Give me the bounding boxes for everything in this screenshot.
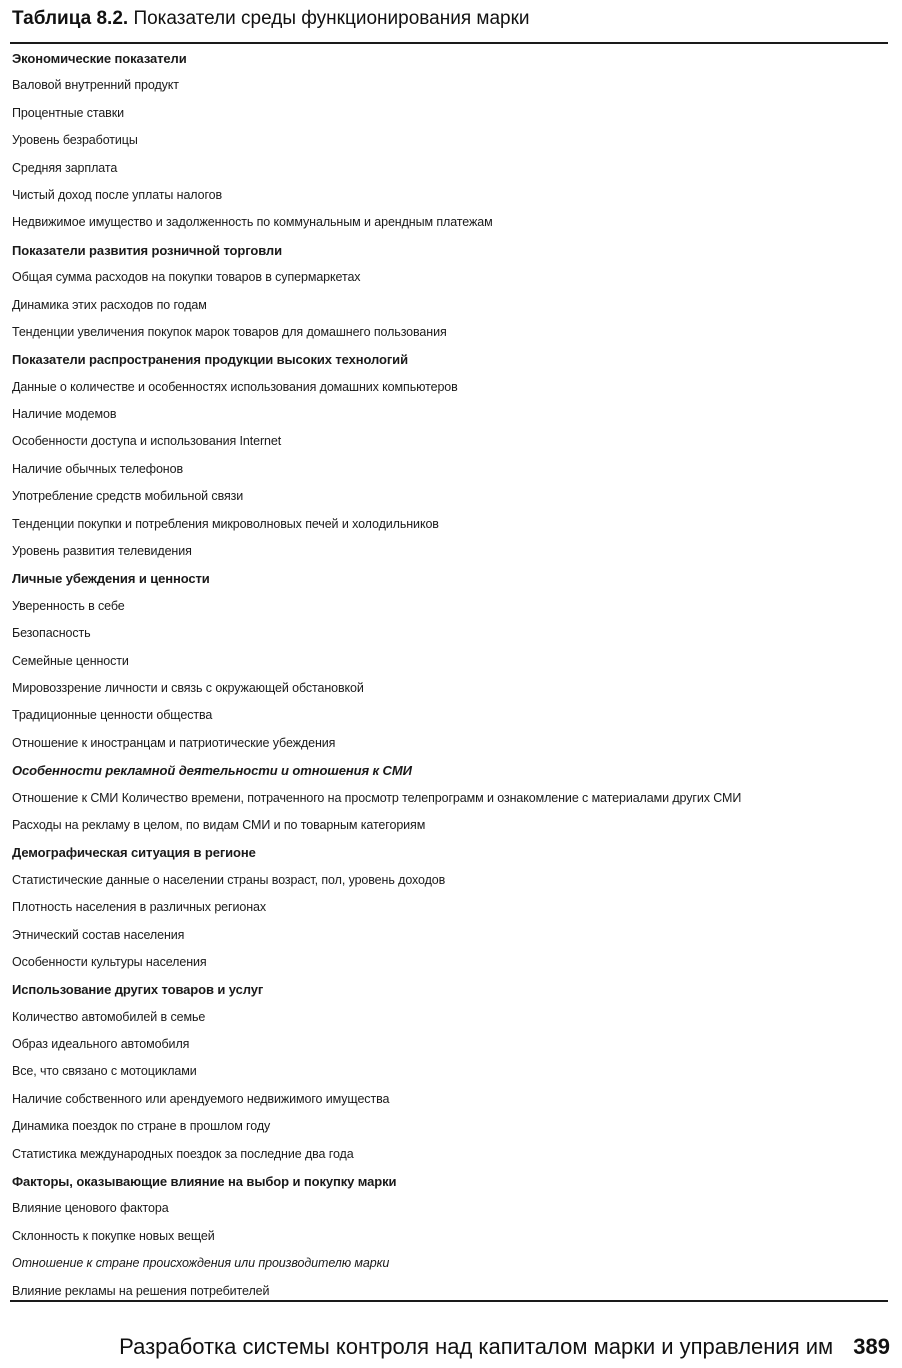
table-row: Процентные ставки (12, 105, 124, 120)
table-row: Наличие обычных телефонов (12, 461, 183, 476)
table-row: Расходы на рекламу в целом, по видам СМИ и по товарным категориям (12, 817, 426, 832)
table-row: Этнический состав населения (12, 927, 185, 942)
table-row: Плотность населения в различных регионах (12, 900, 267, 915)
page-number: 389 (853, 1334, 890, 1359)
table-row: Количество автомобилей в семье (12, 1009, 206, 1024)
table-row: Традиционные ценности общества (12, 708, 213, 723)
table-section-header: Личные убеждения и ценности (12, 571, 210, 587)
page-footer (119, 1332, 890, 1362)
table-title: Показатели среды функционирования марки (133, 8, 530, 29)
table-row: Отношение к СМИ Количество времени, потраченного на просмотр телепрограмм и ознакомление с материалами других СМИ (12, 790, 742, 805)
table-row: Динамика поездок по стране в прошлом году (12, 1119, 271, 1134)
table-section-header: Показатели развития розничной торговли (12, 242, 282, 258)
table-row: Данные о количестве и особенностях использования домашних компьютеров (12, 379, 458, 394)
table-row: Особенности культуры населения (12, 954, 207, 969)
table-section-header: Использование других товаров и услуг (12, 982, 264, 998)
table-caption (12, 6, 530, 32)
table-row: Отношение к иностранцам и патриотические убеждения (12, 735, 336, 750)
table-row: Наличие модемов (12, 407, 117, 422)
table-section-header: Экономические показатели (12, 51, 187, 66)
table-row: Безопасность (12, 626, 91, 641)
table-row: Статистика международных поездок за последние два года (12, 1146, 354, 1161)
table-row: Общая сумма расходов на покупки товаров в супермаркетах (12, 270, 361, 285)
table-row: Динамика этих расходов по годам (12, 297, 207, 312)
table-row: Уровень безработицы (12, 133, 138, 148)
table-top-rule (10, 42, 888, 44)
table-section-header: Особенности рекламной деятельности и отношения к СМИ (12, 763, 412, 779)
table-bottom-rule (10, 1300, 888, 1302)
table-row: Употребление средств мобильной связи (12, 489, 244, 504)
table-row: Семейные ценности (12, 653, 129, 668)
table-row: Влияние ценового фактора (12, 1201, 169, 1216)
table-row: Наличие собственного или арендуемого недвижимого имущества (12, 1091, 390, 1106)
table-row: Особенности доступа и использования Internet (12, 434, 282, 449)
table-row: Образ идеального автомобиля (12, 1037, 190, 1052)
table-row: Недвижимое имущество и задолженность по коммунальным и арендным платежам (12, 215, 493, 230)
table-row: Склонность к покупке новых вещей (12, 1228, 215, 1243)
table-row: Уверенность в себе (12, 598, 125, 613)
table-row: Уровень развития телевидения (12, 544, 192, 559)
table-section-header: Показатели распространения продукции высоких технологий (12, 352, 408, 368)
table-row: Мировоззрение личности и связь с окружающей обстановкой (12, 680, 364, 695)
table-number: Таблица 8.2. (12, 8, 129, 29)
table-row: Валовой внутренний продукт (12, 78, 179, 93)
table-row: Тенденции покупки и потребления микроволновых печей и холодильников (12, 516, 439, 531)
table-row: Тенденции увеличения покупок марок товаров для домашнего пользования (12, 324, 447, 339)
table-row: Средняя зарплата (12, 160, 118, 175)
table-row: Чистый доход после уплаты налогов (12, 187, 223, 202)
table-section-header: Факторы, оказывающие влияние на выбор и покупку марки (12, 1174, 397, 1190)
table-row: Все, что связано с мотоциклами (12, 1064, 197, 1079)
table-row: Отношение к стране происхождения или производителю марки (12, 1256, 390, 1271)
table-row: Влияние рекламы на решения потребителей (12, 1283, 270, 1298)
running-title: Разработка системы контроля над капиталом марки и управления им (119, 1334, 834, 1359)
table-section-header: Демографическая ситуация в регионе (12, 845, 256, 861)
table-row: Статистические данные о населении страны возраст, пол, уровень доходов (12, 872, 446, 887)
table-body (12, 45, 892, 1305)
